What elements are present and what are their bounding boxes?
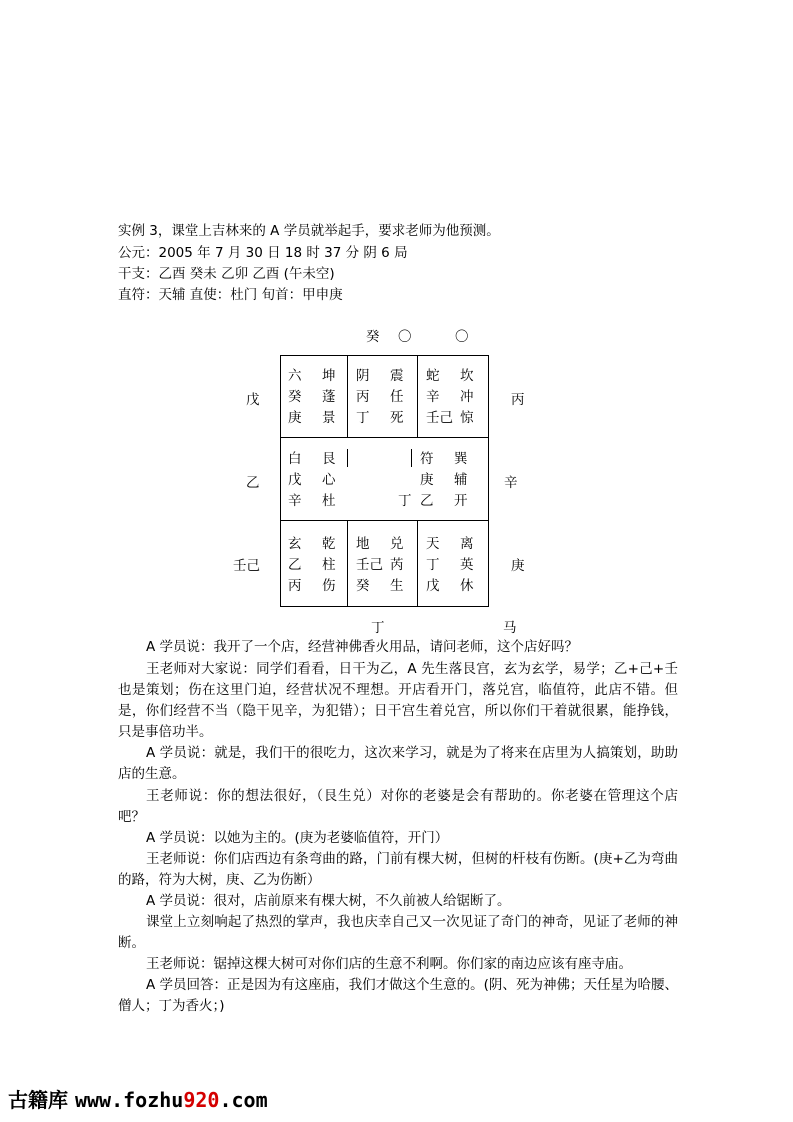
cell-text: 白 [288, 451, 302, 467]
palace-cell-center [356, 449, 414, 515]
cell-text: 蓬 [322, 389, 336, 405]
cell-text: 戊 [426, 578, 440, 594]
grid-line [488, 355, 489, 606]
footer-brand: 古籍库 [8, 1088, 68, 1112]
cell-text: 伤 [322, 578, 336, 594]
grid-line [417, 355, 418, 437]
footer-site-num: 920 [183, 1088, 220, 1112]
cell-text: 壬己 [356, 557, 383, 573]
chart-left-label-3: 壬己 [233, 558, 260, 574]
cell-text: 离 [460, 536, 474, 552]
grid-line [280, 355, 281, 606]
header-line-1: 实例 3，课堂上吉林来的 A 学员就举起手，要求老师为他预测。 [118, 223, 500, 239]
cell-text: 任 [390, 389, 404, 405]
grid-line [347, 355, 348, 437]
cell-text: 蛇 [426, 368, 440, 384]
palace-cell [288, 449, 346, 515]
header-line-2: 公元：2005 年 7 月 30 日 18 时 37 分 阴 6 局 [118, 245, 408, 261]
palace-cell [420, 449, 478, 515]
paragraph-4: 王老师说：你的想法很好，（艮生兑）对你的老婆是会有帮助的。你老婆在管理这个店吧？ [118, 788, 678, 825]
cell-text: 艮 [322, 451, 336, 467]
footer-site [75, 1088, 268, 1112]
cell-text: 丁 [398, 493, 412, 509]
cell-text: 芮 [390, 557, 404, 573]
cell-text: 癸 [288, 389, 302, 405]
chart-left-label-2: 乙 [246, 475, 260, 491]
cell-text: 惊 [460, 410, 474, 426]
paragraph-5: A 学员说：以她为主的。(庚为老婆临值符，开门） [146, 830, 449, 846]
cell-text: 开 [454, 493, 468, 509]
grid-line [417, 520, 418, 606]
paragraph-9: 王老师说：锯掉这棵大树可对你们店的生意不利啊。你们家的南边应该有座寺庙。 [146, 956, 632, 972]
cell-text: 心 [322, 472, 336, 488]
cell-text: 乾 [322, 536, 336, 552]
cell-text: 坤 [322, 368, 336, 384]
footer-site-prefix: www.fozhu [74, 1088, 184, 1112]
cell-text: 景 [322, 410, 336, 426]
chart-right-label-2: 辛 [504, 475, 518, 491]
cell-text: 辛 [288, 493, 302, 509]
footer-watermark [8, 1084, 268, 1113]
grid-line [280, 606, 489, 607]
cell-text: 壬己 [426, 410, 453, 426]
chart-bottom-label-a: 丁 [371, 620, 385, 636]
cell-text: 庚 [288, 410, 302, 426]
cell-text: 辅 [454, 472, 468, 488]
paragraph-6: 王老师说：你们店西边有条弯曲的路，门前有棵大树，但树的杆枝有伤断。(庚+乙为弯曲的路，符为大树，庚、乙为伤断） [118, 851, 678, 888]
cell-text: 庚 [420, 472, 434, 488]
palace-cell [288, 534, 346, 600]
palace-cell [356, 534, 414, 600]
cell-text: 符 [420, 451, 434, 467]
paragraph-10: A 学员回答：正是因为有这座庙，我们才做这个生意的。(阴、死为神佛；天任星为哈腰、僧人；丁为香火；) [118, 977, 678, 1014]
cell-text: 地 [356, 536, 370, 552]
paragraph-1: A 学员说：我开了一个店，经营神佛香火用品，请问老师，这个店好吗？ [146, 639, 579, 655]
chart-top-label-b: 〇 [398, 329, 412, 345]
cell-text: 癸 [356, 578, 370, 594]
cell-text: 英 [460, 557, 474, 573]
cell-text: 柱 [322, 557, 336, 573]
paragraph-7: A 学员说：很对，店前原来有棵大树，不久前被人给锯断了。 [146, 893, 511, 909]
cell-text: 生 [390, 578, 404, 594]
cell-text: 乙 [288, 557, 302, 573]
chart-right-label-3: 庚 [511, 558, 525, 574]
chart-left-label-1: 戊 [246, 392, 260, 408]
cell-text: 死 [390, 410, 404, 426]
palace-cell [426, 366, 484, 432]
cell-text: 休 [460, 578, 474, 594]
grid-line [280, 355, 489, 356]
chart-top-label-a: 癸 [366, 329, 380, 345]
cell-text: 丙 [288, 578, 302, 594]
cell-text: 兑 [390, 536, 404, 552]
cell-text: 玄 [288, 536, 302, 552]
cell-text: 杜 [322, 493, 336, 509]
chart-right-label-1: 丙 [511, 392, 525, 408]
header-line-4: 直符：天辅 直使：杜门 旬首：甲申庚 [118, 287, 343, 303]
cell-text: 阴 [356, 368, 370, 384]
grid-line [280, 520, 489, 521]
paragraph-3: A 学员说：就是，我们干的很吃力，这次来学习，就是为了将来在店里为人搞策划，助助店的生意。 [118, 745, 678, 782]
cell-text: 坎 [460, 368, 474, 384]
cell-text: 天 [426, 536, 440, 552]
cell-text: 六 [288, 368, 302, 384]
footer-site-suffix: .com [219, 1088, 268, 1112]
grid-line [347, 520, 348, 606]
cell-text: 乙 [420, 493, 434, 509]
cell-text: 震 [390, 368, 404, 384]
cell-text: 丁 [356, 410, 370, 426]
cell-text: 辛 [426, 389, 440, 405]
header-line-3: 干支：乙酉 癸未 乙卯 乙酉 (午未空) [118, 266, 335, 282]
cell-text: 巽 [454, 451, 468, 467]
palace-cell [288, 366, 346, 432]
palace-cell [356, 366, 414, 432]
chart-top-label-c: 〇 [455, 329, 469, 345]
paragraph-2: 王老师对大家说：同学们看看，日干为乙，A 先生落艮宫，玄为玄学，易学；乙+己+壬也是策划；伤在这里门迫，经营状况不理想。开店看开门，落兑宫，临值符，此店不错。但是，你们经营不当（隐干见辛，为犯错）；日干宫生着兑宫，所以你们干着就很累，能挣钱，只是事倍功半。 [118, 661, 678, 740]
palace-cell [426, 534, 484, 600]
cell-text: 丁 [426, 557, 440, 573]
grid-line [347, 449, 348, 467]
grid-line [280, 437, 489, 438]
chart-bottom-label-b: 马 [503, 620, 517, 636]
cell-text: 戊 [288, 472, 302, 488]
cell-text: 冲 [460, 389, 474, 405]
cell-text: 丙 [356, 389, 370, 405]
paragraph-8: 课堂上立刻响起了热烈的掌声，我也庆幸自己又一次见证了奇门的神奇，见证了老师的神断。 [118, 914, 678, 951]
